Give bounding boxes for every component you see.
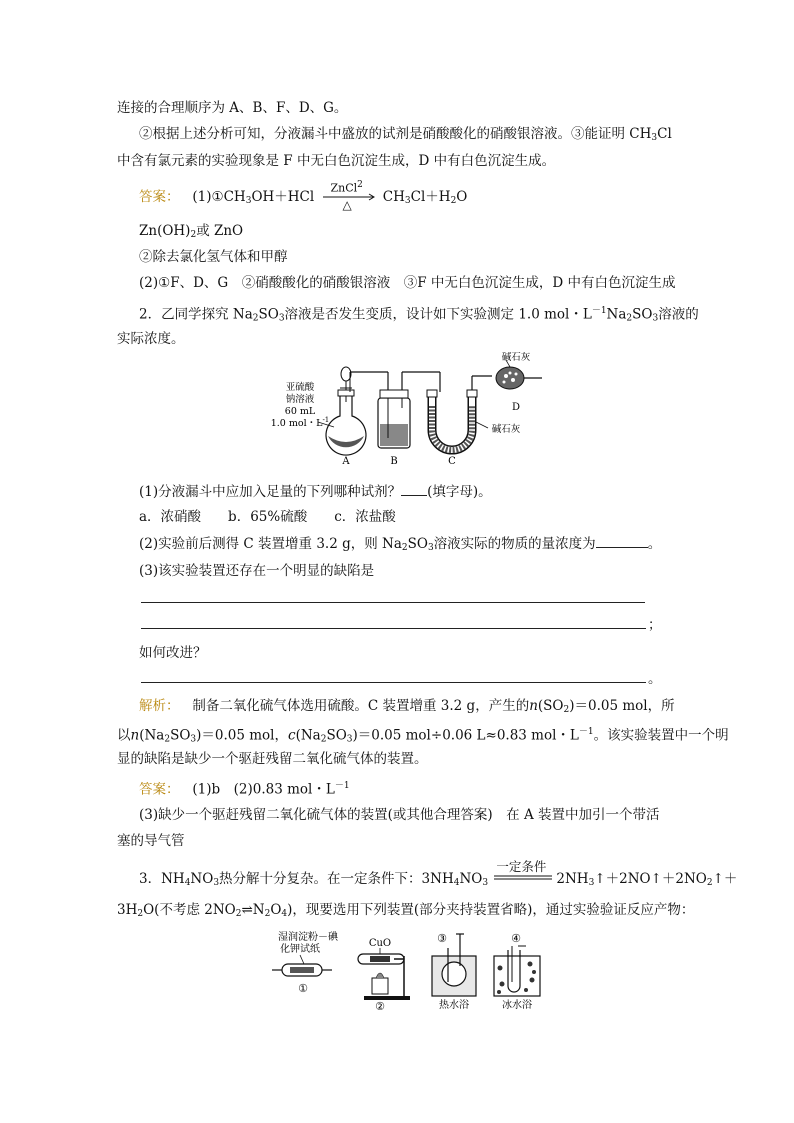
question-line: $3H_2O$(不考虑 $2NO_2\rightleftharpoons N_2O_4$)，现要选用下列装置(部分夹持装置省略)，通过实验验证反应产物： [117, 902, 695, 919]
svg-text:④: ④ [511, 932, 521, 945]
text-line: (2)①F、D、G ②硝酸酸化的硝酸银溶液 ③F 中无白色沉淀生成，D 中有白色沉淀生成 [139, 275, 676, 291]
text-line: $Zn(OH)_2$或 ZnO [139, 223, 244, 240]
question-line: (1)分液漏斗中应加入足量的下列哪种试剂？ (填字母)。 [139, 484, 492, 500]
options-line: a．浓硝酸 b．65%硫酸 c．浓盐酸 [139, 509, 396, 525]
device-1-tube [272, 930, 339, 995]
analysis-label: 解析： [139, 698, 180, 714]
apparatus-figure-2 [268, 928, 548, 1010]
svg-text:亚硫酸: 亚硫酸 [285, 382, 315, 393]
svg-text:③: ③ [437, 932, 447, 945]
label-b: B [390, 456, 398, 467]
label-d: D [511, 402, 521, 413]
text-line: ②根据上述分析可知，分液漏斗中盛放的试剂是硝酸酸化的硝酸银溶液。③能证明 $CH_3Cl$ [139, 126, 672, 143]
punctuation: ； [648, 617, 662, 633]
svg-text:CuO: CuO [368, 938, 392, 949]
text-line: 中含有氯元素的实验现象是 F 中无白色沉淀生成，D 中有白色沉淀生成。 [117, 153, 556, 169]
answer-line: 塞的导气管 [117, 833, 185, 849]
question-line: 2．乙同学探究 $Na_2SO_3$溶液是否发生变质，设计如下实验测定 1.0 mol・$L^{-1}Na_2SO_3$溶液的 [139, 306, 699, 324]
answer-rule[interactable] [141, 602, 645, 603]
svg-text:湿润淀粉－碘: 湿润淀粉－碘 [278, 932, 338, 943]
device-3-hot-water-bath [432, 932, 476, 1010]
answer-label: 答案： [139, 189, 180, 205]
svg-text:碱石灰: 碱石灰 [491, 424, 521, 435]
answer-blank[interactable] [596, 547, 648, 548]
text-line: 实际浓度。 [117, 331, 185, 347]
solution-label [271, 381, 330, 429]
label-c: C [448, 456, 456, 467]
answer-rule[interactable] [141, 628, 646, 629]
svg-text:①: ① [298, 982, 308, 995]
reaction-condition: 一定条件 [496, 859, 547, 874]
analysis-line: 显的缺陷是缺少一个驱赶残留二氧化硫气体的装置。 [117, 751, 428, 767]
label-a: A [342, 456, 350, 467]
svg-text:热水浴: 热水浴 [439, 1000, 469, 1010]
analysis-line: 解析： 制备二氧化硫气体选用硫酸。C 装置增重 3.2 g，产生的$n(SO_2)=0.05$ mol，所 [139, 698, 675, 715]
analysis-line: 以$n(Na_2SO_3)=0.05$ mol，$c(Na_2SO_3)=0.05$ mol÷0.06 L≈0.83 mol・$L^{-1}$。该实验装置中一个明 [117, 727, 729, 745]
device-2-cuo-heating [358, 938, 410, 1010]
answer-blank[interactable] [401, 495, 427, 496]
flask-a [326, 367, 388, 467]
svg-text:1.0 mol・L-1: 1.0 mol・$L^{-1}$ [270, 416, 330, 429]
question-line: 如何改进？ [139, 645, 207, 661]
drying-tube-d [496, 352, 542, 413]
answer-line: (3)缺少一个驱赶残留二氧化硫气体的装置(或其他合理答案) 在 A 装置中加引一个带活 [139, 807, 660, 823]
question-line: (3)该实验装置还存在一个明显的缺陷是 [139, 563, 375, 579]
svg-text:钠溶液: 钠溶液 [285, 394, 315, 405]
svg-text:化钾试纸: 化钾试纸 [280, 944, 320, 955]
svg-text:60 mL: 60 mL [284, 406, 316, 417]
answer-line: 答案： $(1)①CH_3OH+HCl$ ZnCl$^2$ △ $CH_3Cl+H_2O$ [139, 180, 468, 212]
text-line: ②除去氯化氢气体和甲醇 [139, 249, 288, 265]
device-4-ice-water-bath [494, 932, 540, 1010]
svg-text:冰水浴: 冰水浴 [502, 1000, 532, 1010]
svg-text:碱石灰: 碱石灰 [501, 352, 531, 363]
svg-text:②: ② [375, 1000, 385, 1010]
answer-line: 答案： (1)b (2)0.83 mol・$L^{-1}$ [139, 781, 350, 798]
text-line: 连接的合理顺序为 A、B、F、D、G。 [117, 100, 348, 116]
answer-rule[interactable] [141, 682, 646, 683]
answer-label: 答案： [139, 781, 180, 798]
apparatus-figure-1 [270, 352, 560, 470]
reaction-arrow: ZnCl$^2$ △ [319, 188, 379, 206]
question-line: (2)实验前后测得 C 装置增重 3.2 g，则 $Na_2SO_3$溶液实际的物质的量浓度为 。 [139, 536, 662, 553]
punctuation: 。 [648, 671, 662, 687]
question-line: 3．$NH_4NO_3$热分解十分复杂。在一定条件下：$3NH_4NO_3$ 一定条件 $2NH_3↑+2NO↑+2NO_2↑+$ [139, 859, 738, 888]
